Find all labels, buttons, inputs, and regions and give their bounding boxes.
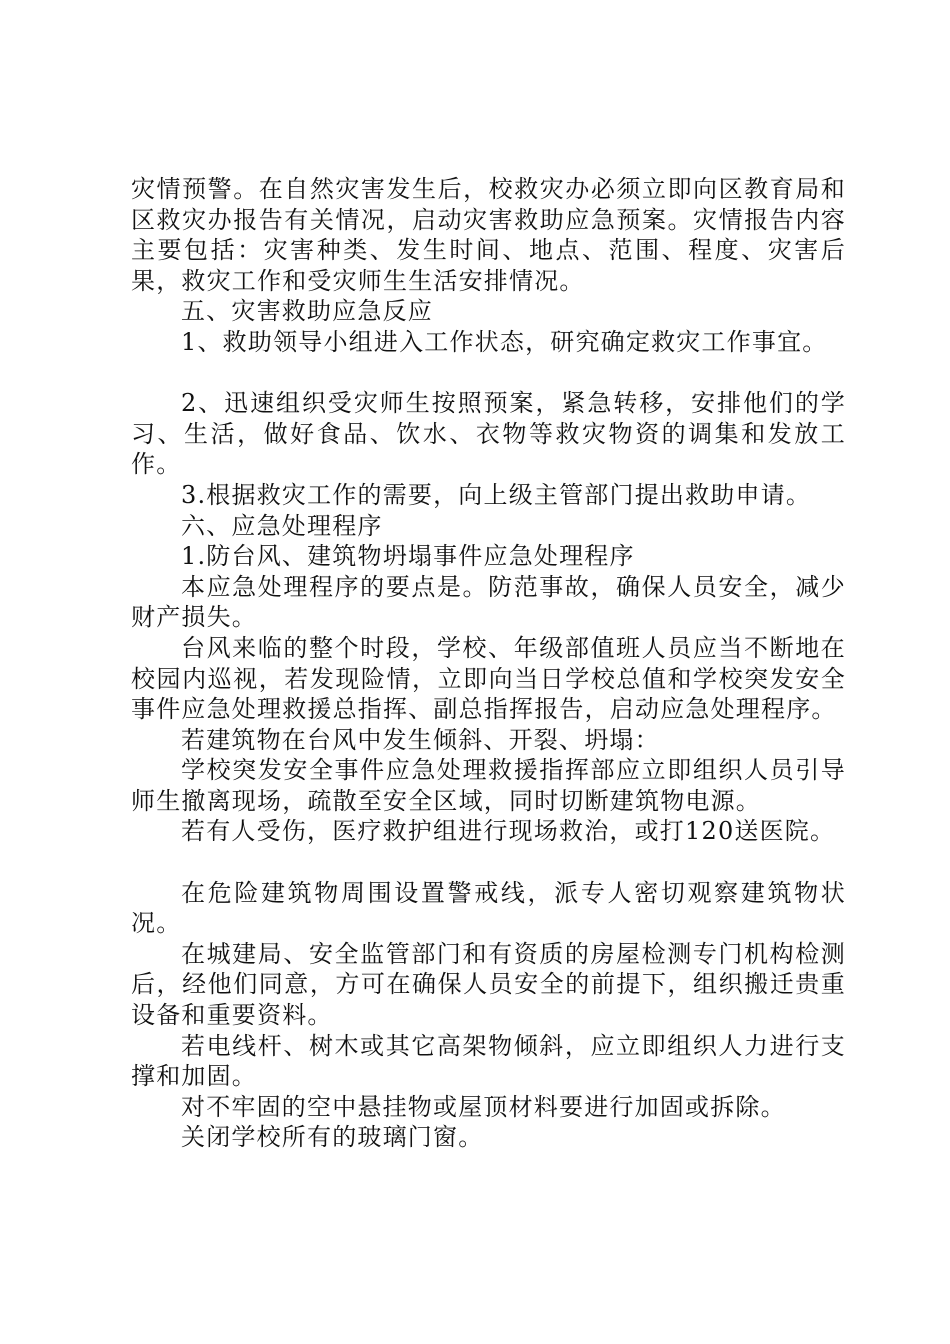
paragraph-support: 若电线杆、树木或其它高架物倾斜，应立即组织人力进行支撑和加固。	[131, 1031, 846, 1091]
paragraph-disaster-warning: 灾情预警。在自然灾害发生后，校救灾办必须立即向区教育局和区救灾办报告有关情况，启动灾害救助应急预案。灾情报告内容主要包括：灾害种类、发生时间、地点、范围、程度、灾害后果，救灾工作和受灾师生生活安排情况。	[131, 175, 846, 295]
paragraph-building-collapse: 若建筑物在台风中发生倾斜、开裂、坍塌：	[181, 725, 660, 754]
heading-procedure-1: 1.防台风、建筑物坍塌事件应急处理程序	[181, 542, 635, 571]
paragraph-item-2: 2、迅速组织受灾师生按照预案，紧急转移，安排他们的学习、生活，做好食品、饮水、衣物等救灾物资的调集和发放工作。	[131, 389, 846, 479]
paragraph-item-1: 1、救助领导小组进入工作状态，研究确定救灾工作事宜。	[181, 327, 828, 356]
paragraph-gap	[131, 847, 846, 878]
document-body	[131, 174, 846, 1153]
paragraph-close-windows: 关闭学校所有的玻璃门窗。	[181, 1123, 484, 1152]
paragraph-typhoon-patrol: 台风来临的整个时段，学校、年级部值班人员应当不断地在校园内巡视，若发现险情，立即向当日学校总值和学校突发安全事件应急处理救援总指挥、副总指挥报告，启动应急处理程序。	[131, 633, 846, 724]
paragraph-warning-line: 在危险建筑物周围设置警戒线，派专人密切观察建筑物状况。	[131, 878, 846, 938]
heading-section-six: 六、应急处理程序	[181, 511, 383, 540]
paragraph-injury: 若有人受伤，医疗救护组进行现场救治，或打120送医院。	[181, 817, 836, 846]
heading-section-five: 五、灾害救助应急反应	[181, 297, 433, 326]
paragraph-gap	[131, 358, 846, 389]
paragraph-evacuation: 学校突发安全事件应急处理救援指挥部应立即组织人员引导师生撤离现场，疏散至安全区域，同时切断建筑物电源。	[131, 756, 846, 815]
paragraph-key-points: 本应急处理程序的要点是。防范事故，确保人员安全，减少财产损失。	[131, 572, 846, 632]
paragraph-item-3: 3.根据救灾工作的需要，向上级主管部门提出救助申请。	[181, 480, 812, 509]
paragraph-inspection: 在城建局、安全监管部门和有资质的房屋检测专门机构检测后，经他们同意，方可在确保人员安全的前提下，组织搬迁贵重设备和重要资料。	[131, 939, 846, 1030]
paragraph-reinforce: 对不牢固的空中悬挂物或屋顶材料要进行加固或拆除。	[181, 1092, 786, 1121]
